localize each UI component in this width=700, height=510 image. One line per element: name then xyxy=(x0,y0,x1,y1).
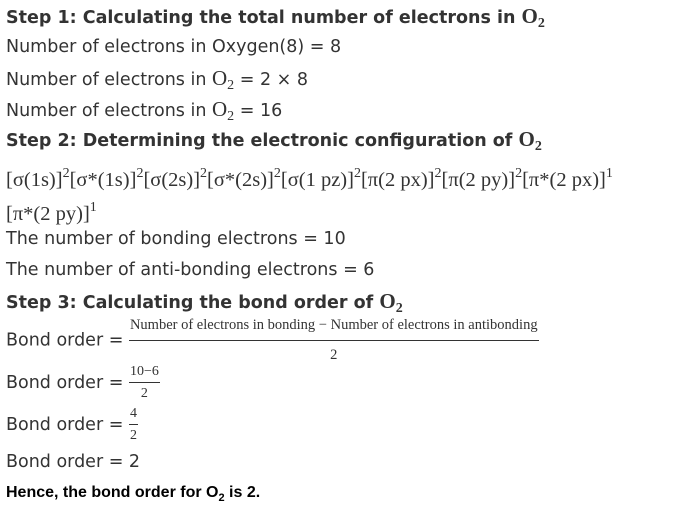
config-term: [π(2 py)]$^2$ xyxy=(441,166,523,191)
config-term: [π*(2 px)]$^1$ xyxy=(522,166,613,191)
config-term: [π*(2 py)]$^1$ xyxy=(6,200,97,225)
oxygen-electrons-line: Number of electrons in Oxygen(8) = 8 xyxy=(6,37,342,57)
electronic-configuration-line2 xyxy=(6,196,97,226)
bond-order-substitution xyxy=(6,363,160,403)
o2-formula: $O_2$ xyxy=(518,127,542,154)
step1-heading xyxy=(6,5,545,35)
o2-electrons-total-line: Number of electrons in $O_2 = 16$ xyxy=(6,97,283,124)
config-term: $[\sigma*(2s)]^2$ xyxy=(207,166,281,191)
bond-order-label: Bond order = xyxy=(6,373,129,393)
bond-order-label: Bond order = xyxy=(6,330,129,351)
fraction-numerator: 10−6 xyxy=(129,364,160,383)
bond-order-fraction-simplified xyxy=(129,406,138,444)
step3-heading xyxy=(6,290,403,320)
config-term: [σ(1 pz)]$^2$ xyxy=(280,166,361,191)
bond-order-fraction-general xyxy=(129,317,539,364)
electronic-configuration-line1 xyxy=(6,162,613,192)
bond-order-result: Bond order = 2 xyxy=(6,452,141,472)
bond-order-simplified xyxy=(6,405,138,445)
o2-electrons-product-line: Number of electrons in $O_2 = 2 \times 8$ xyxy=(6,66,309,93)
bond-order-label: Bond order = xyxy=(6,415,129,435)
config-term: [π(2 px)]$^2$ xyxy=(360,166,442,191)
config-term: $[\sigma(2s)]^2$ xyxy=(143,166,208,191)
o2-formula: $O_2$ xyxy=(521,4,545,31)
config-term: $[\sigma*(1s)]^2$ xyxy=(69,166,144,191)
step3-heading-text: Step 3: Calculating the bond order of xyxy=(6,293,380,313)
conclusion: Hence, the bond order for $O_2$ is 2. xyxy=(6,484,261,505)
fraction-denominator: 2 xyxy=(140,386,148,401)
step2-heading-text: Step 2: Determining the electronic configuration of xyxy=(6,131,519,151)
o2-formula: $O_2$ xyxy=(211,97,235,124)
fraction-denominator: 2 xyxy=(330,347,338,363)
config-term: $[\sigma(1s)]^2$ xyxy=(6,166,70,191)
bond-order-fraction-numeric xyxy=(129,364,160,402)
fraction-numerator: Number of electrons in bonding − Number of electrons in antibonding xyxy=(129,317,539,341)
antibonding-electrons-line: The number of anti-bonding electrons = 6 xyxy=(6,260,375,280)
fraction-denominator: 2 xyxy=(129,428,137,443)
bond-order-formula xyxy=(6,317,539,364)
step1-heading-text: Step 1: Calculating the total number of electrons in xyxy=(6,8,522,28)
bonding-electrons-line: The number of bonding electrons = 10 xyxy=(6,229,346,249)
step2-heading xyxy=(6,128,542,158)
fraction-numerator: 4 xyxy=(129,406,138,425)
o2-formula: $O_2$ xyxy=(379,289,403,316)
o2-formula: $O_2$ xyxy=(211,66,235,93)
